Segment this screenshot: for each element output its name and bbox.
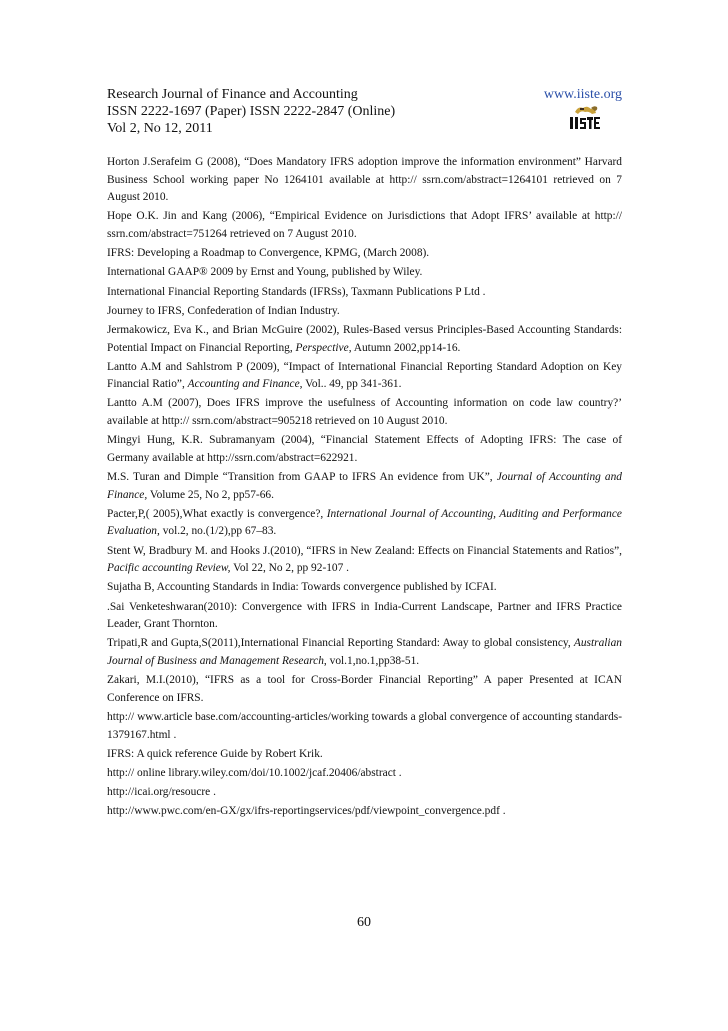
reference-entry [107,359,622,394]
reference-entry [107,395,622,430]
reference-entry [107,469,622,504]
reference-text: Vol 22, No 2, pp 92-107 . [230,562,350,575]
reference-text: Lantto A.M and Sahlstrom P (2009), “Impact of International Financial Reporting Standard Adoption on Key Financial Ratio”, [107,360,622,391]
reference-entry [107,784,622,802]
reference-text: Sujatha B, Accounting Standards in India: Towards convergence published by ICFAI. [107,581,497,594]
reference-entry [107,284,622,302]
page-header [107,86,622,144]
reference-text: http:// www.article base.com/accounting-articles/working towards a global convergence of accounting standards-1379167.html . [107,710,622,741]
reference-text: Volume 25, No 2, pp57-66. [147,488,274,501]
reference-text: International Financial Reporting Standards (IFRSs), Taxmann Publications P Ltd . [107,285,486,298]
reference-text: http://www.pwc.com/en-GX/gx/ifrs-reportingservices/pdf/viewpoint_convergence.pdf . [107,805,506,818]
references-list [107,154,622,822]
reference-entry [107,599,622,634]
reference-entry [107,765,622,783]
reference-italic-text: Perspective [295,341,349,354]
reference-entry [107,579,622,597]
reference-text: Journey to IFRS, Confederation of Indian Industry. [107,304,340,317]
reference-text: vol.2, no.(1/2),pp 67–83. [159,525,277,538]
reference-text: , Autumn 2002,pp14-16. [348,341,461,354]
reference-entry [107,245,622,263]
reference-text: Stent W, Bradbury M. and Hooks J.(2010), “IFRS in New Zealand: Effects on Financial Statements and Ratios”, [107,544,622,557]
reference-entry [107,322,622,357]
reference-text: Jermakowicz, Eva K., and Brian McGuire (2002), Rules-Based versus Principles-Based Accounting Standards: Potential Impact on Financial Reporting, [107,323,622,354]
reference-text: International GAAP® 2009 by Ernst and Young, published by Wiley. [107,266,423,279]
reference-text: Mingyi Hung, K.R. Subramanyam (2004), “Financial Statement Effects of Adopting IFRS: The case of Germany available at http://ssrn.com/abstract=622921. [107,434,622,464]
reference-italic-text: Journal of Accounting and Finance, [107,471,622,501]
reference-text: Hope O.K. Jin and Kang (2006), “Empirical Evidence on Jurisdictions that Adopt IFRS’ available at http:// ssrn.com/abstract=751264 retrieved on 7 August 2010. [107,210,622,240]
reference-text: http:// online library.wiley.com/doi/10.1002/jcaf.20406/abstract . [107,766,402,779]
reference-entry [107,803,622,821]
reference-italic-text: Accounting and Finance, [187,378,303,391]
reference-entry [107,709,622,744]
reference-text: IFRS: Developing a Roadmap to Convergence, KPMG, (March 2008). [107,247,430,260]
iiste-logo [569,104,601,134]
reference-entry [107,432,622,467]
reference-text: .Sai Venketeshwaran(2010): Convergence with IFRS in India-Current Landscape, Partner and IFRS Practice Leader, Grant Thornton. [107,600,622,631]
reference-entry [107,635,622,670]
reference-entry [107,543,622,578]
reference-entry [107,746,622,764]
reference-text: IFRS: A quick reference Guide by Robert Krik. [107,747,323,760]
journal-title: Research Journal of Finance and Accounting [107,87,358,102]
reference-text: Tripati,R and Gupta,S(2011),International Financial Reporting Standard: Away to global consistency, [107,637,574,650]
reference-text: Horton J.Serafeim G (2008), “Does Mandatory IFRS adoption improve the information environment” Harvard Business School working paper No 1264101 available at http:// ssrn.com/abstract=1264101 retrieved on 7 August 2010. [107,156,622,204]
reference-entry [107,506,622,541]
reference-entry [107,154,622,207]
reference-text: Pacter,P,( 2005),What exactly is convergence?, [107,507,327,520]
journal-url[interactable]: www.iiste.org [543,87,622,102]
reference-text: http://icai.org/resoucre . [107,786,216,799]
issn-line: ISSN 2222-1697 (Paper) ISSN 2222-2847 (Online) [107,104,396,119]
reference-entry [107,303,622,321]
page-number: 60 [357,915,371,930]
reference-text: Lantto A.M (2007), Does IFRS improve the usefulness of Accounting information on code law country?’ available at http:// ssrn.com/abstract=905218 retrieved on 10 August 2010. [107,397,622,428]
reference-text: Vol.. 49, pp 341-361. [302,378,402,391]
reference-text: Zakari, M.I.(2010), “IFRS as a tool for Cross-Border Financial Reporting” A paper Presented at ICAN Conference on IFRS. [107,674,622,704]
reference-text: M.S. Turan and Dimple “Transition from GAAP to IFRS An evidence from UK”, [107,471,497,484]
reference-italic-text: Pacific accounting Review, [107,562,231,575]
reference-text: , vol.1,no.1,pp38-51. [323,654,420,667]
volume-line: Vol 2, No 12, 2011 [107,121,213,136]
reference-entry [107,208,622,243]
reference-entry [107,672,622,707]
reference-entry [107,264,622,282]
reference-italic-text: International Journal of Accounting, Auditing and Performance Evaluation, [107,507,622,538]
reference-italic-text: Australian Journal of Business and Management Research [107,637,622,667]
